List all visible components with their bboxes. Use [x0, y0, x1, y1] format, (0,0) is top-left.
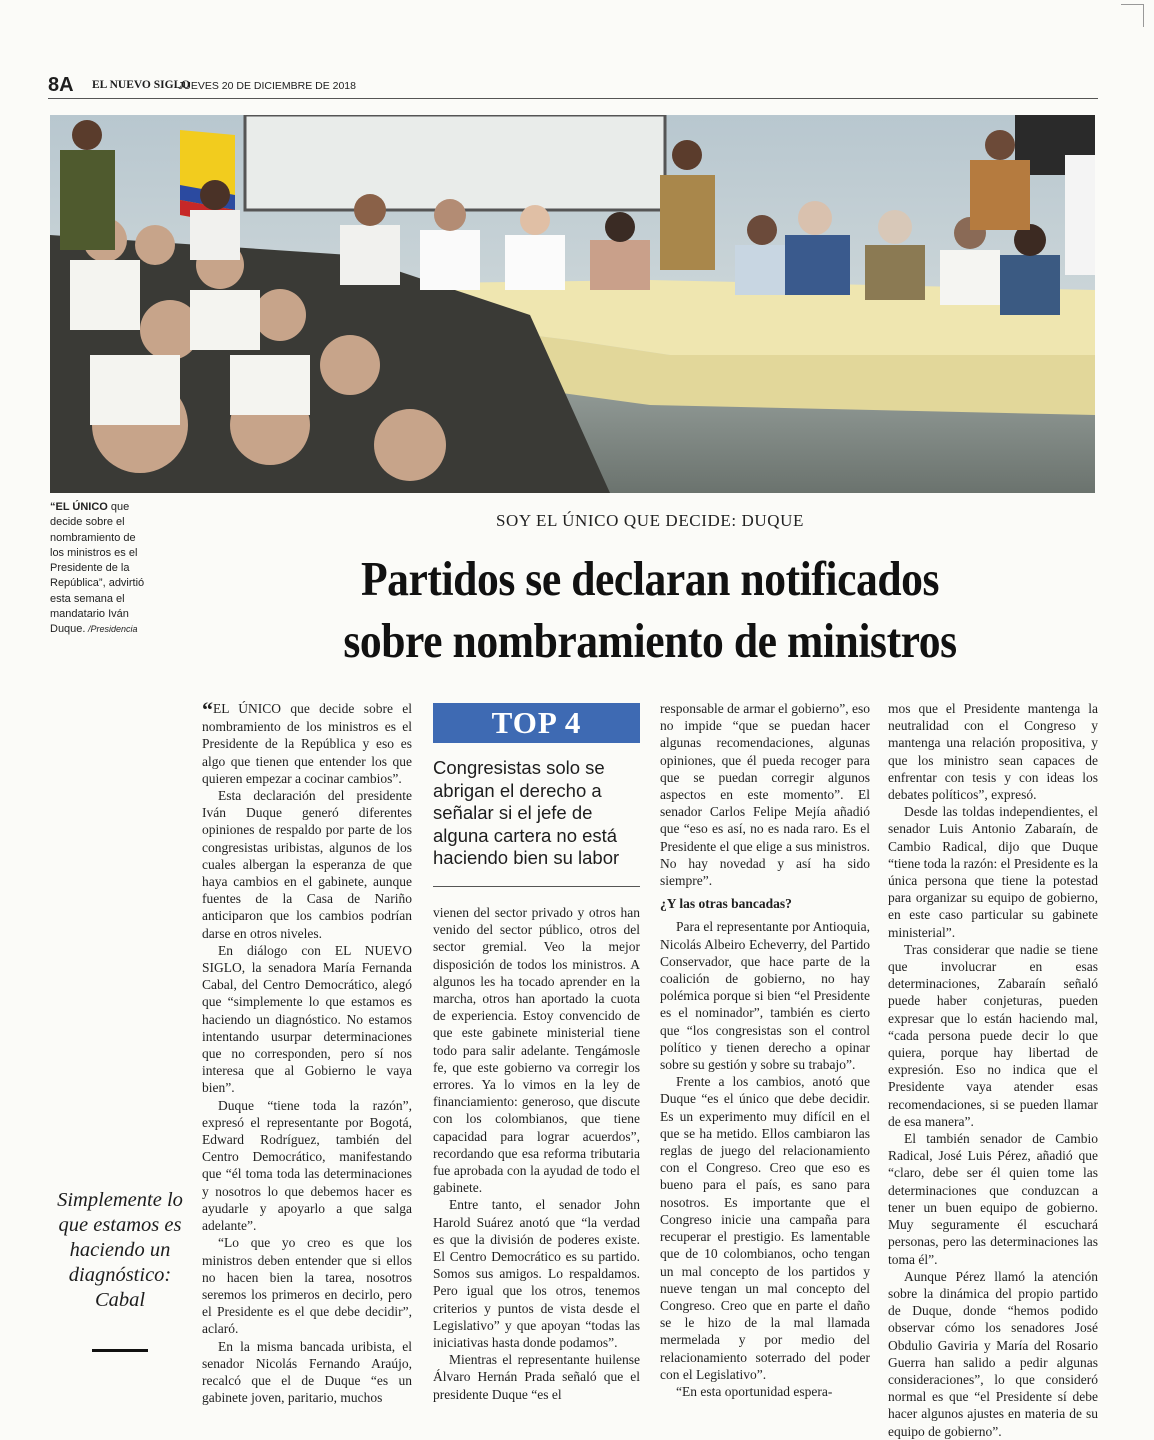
caption-text: que decide sobre el nombramiento de los ministros es el Presidente de la República”, advirtió esta semana el mandatario Iván Duque.	[50, 501, 145, 636]
top4-badge-label: TOP 4	[491, 705, 582, 740]
body-paragraph: En diálogo con EL NUEVO SIGLO, la senadora María Fernanda Cabal, del Centro Democrático, alegó que “simplemente lo que estamos es haciendo un diagnóstico. No estamos intentando usurpar determinaciones que no corresponden, pero sí nos interesa que al Gobierno le vaya bien”.	[202, 942, 412, 1096]
crop-mark	[1121, 4, 1144, 27]
body-paragraph: “En esta oportunidad espera-	[676, 1383, 833, 1399]
section-subhead: ¿Y las otras bancadas?	[660, 896, 792, 912]
article-kicker: SOY EL ÚNICO QUE DECIDE: DUQUE	[495, 511, 805, 530]
body-paragraph: Duque “tiene toda la razón”, expresó el representante por Bogotá, Edward Rodríguez, también del Centro Democrático, manifestando que “él toma toda las determinaciones y nosotros lo que debemos hacer es ayudarle y apoyarlo a que salga adelante”.	[202, 1097, 412, 1234]
meeting-photo-illustration	[50, 115, 1095, 493]
headline-line-2: sobre nombramiento de ministros	[343, 613, 957, 668]
body-paragraph: Frente a los cambios, anotó que Duque “es el único que debe decidir. Es un experimento muy difícil en el que se ha metido. Ellos cambiaron las reglas de juego del relacionamiento con el Congreso. Creo que eso es bueno para el país, es sano para nosotros. Es importante que el Congreso inicie una campaña para recuperar el prestigio. Es lamentable que de 10 colombianos, ocho tengan un mal concepto de los partidos y nueve tengan un mal concepto del Congreso. Creo que en parte el daño se le hizo de la mal llamada mermelada y por medio del relacionamiento soterrado del poder con el Legislativo”.	[660, 1074, 870, 1382]
body-column-1	[202, 697, 412, 1406]
body-column-4	[888, 700, 1098, 1440]
body-paragraph: Esta declaración del presidente Iván Duque generó diferentes opiniones de respaldo por parte de los congresistas uribistas, algunos de los cuales albergan la esperanza de que haya cambios en el gabinete, aunque fuentes de la Casa de Nariño anticiparon que los cambios podrían darse en otros niveles.	[202, 788, 412, 941]
top4-divider	[433, 886, 640, 887]
body-paragraph: Mientras el representante huilense Álvaro Hernán Prada señaló que el presidente Duque “es el	[433, 1352, 640, 1402]
body-paragraph: responsable de armar el gobierno”, eso no impide “que se puedan hacer algunas recomendaciones, algunas opiniones, que él pueda recoger para que se puedan corregir algunos aspectos en este momento”. El senador Carlos Felipe Mejía añadió que “eso es así, no es nada raro. Es el Presidente el que elige a sus ministros. No hay novedad y así ha sido siempre”.	[660, 701, 870, 889]
body-column-3	[660, 700, 870, 1400]
page-header	[48, 74, 1098, 99]
photo-credit: /Presidencia	[85, 624, 138, 635]
article-photo	[50, 115, 1095, 493]
top4-badge	[433, 703, 640, 743]
body-paragraph: El también senador de Cambio Radical, José Luis Pérez, añadió que “claro, debe ser él quien tome las determinaciones que conduzcan a tener un buen equipo de gobierno. Muy seguramente él escuchará personas, pero las determinaciones las toma él”.	[888, 1131, 1098, 1267]
top4-summary: Congresistas solo se abrigan el derecho a señalar si el jefe de alguna cartera no está haciendo bien su labor	[433, 757, 620, 868]
masthead: EL NUEVO SIGLO	[92, 79, 191, 91]
photo-caption	[50, 500, 148, 638]
body-paragraph: mos que el Presidente mantenga la neutralidad con el Congreso y mantenga una relación propositiva, y que los ministro sean capaces de enfrentar con tesis y con ideas los debates políticos”, expresó.	[888, 701, 1098, 803]
body-paragraph: “Lo que yo creo es que los ministros deben entender que si ellos no hacen bien la tarea, nosotros seremos los primeros en decirlo, pero el Presidente es el que debe decidir”, aclaró.	[202, 1235, 412, 1337]
body-column-2	[433, 904, 640, 1403]
body-paragraph: Tras considerar que nadie se tiene que involucrar en esas determinaciones, Zabaraín señaló puede haber conjeturas, pueden expresar que lo están haciendo mal, “cada persona puede decir lo que quiera, porque hay libertad de expresión. Eso no indica que el Presidente vaya atender esas recomendaciones, si se pueden llamar de esa manera”.	[888, 941, 1098, 1129]
caption-lead: “EL ÚNICO	[50, 501, 108, 513]
body-paragraph: Entre tanto, el senador John Harold Suárez anotó que “la verdad es que la división de poderes existe. El Centro Democrático es su partido. Somos sus amigos. Lo respaldamos. Pero igual que los otros, tenemos criterios y puntos de vista desde el Legislativo” y que apoyan “todas las iniciativas hasta donde podamos”.	[433, 1197, 640, 1351]
headline-line-1: Partidos se declaran notificados	[360, 551, 940, 606]
pull-quote: Simplemente lo que estamos es haciendo un diagnóstico: Cabal	[57, 1189, 183, 1311]
body-paragraph: Aunque Pérez llamó la atención sobre la dinámica del propio partido de Duque, donde “hemos podido observar cómo los senadores José Obdulio Gaviria y María del Rosario Guerra han salido a pedir algunas consideraciones”, lo que consideró normal es que “el Presidente sí debe hacer algunos ajustes en materia de su equipo de gobierno”.	[888, 1268, 1098, 1439]
page-number: 8A	[48, 74, 74, 96]
body-paragraph: “EL ÚNICO que decide sobre el nombramiento de los ministros es el Presidente de la República y eso es algo que tienen que entender los que quieren empezar a cocinar cambios”.	[202, 697, 412, 786]
article-headline	[232, 548, 1069, 672]
opening-quote-mark: “	[202, 697, 213, 722]
body-paragraph: vienen del sector privado y otros han venido del sector público, otros del sector gremial. Veo la mejor disposición de todos los ministros. A algunos les ha tocado aprender en la marcha, otros han aportado la cuota de experiencia. Estoy convencido de que este gabinete ministerial tiene todo para salir adelante. Tengámosle fe, que este gobierno va corregir los errores. Ya lo vimos en la ley de financiamiento: generoso, que discute con los colombianos, que tiene capacidad para lograr acuerdos”, recordando que esa reforma tributaria fue aprobada con la ayudad de todo el gabinete.	[433, 905, 640, 1196]
body-paragraph: En la misma bancada uribista, el senador Nicolás Fernando Araújo, recalcó que el de Duque “es un gabinete joven, paritario, muchos	[202, 1338, 412, 1406]
pull-quote-rule	[92, 1349, 148, 1352]
issue-date: JUEVES 20 DE DICIEMBRE DE 2018	[178, 80, 356, 92]
body-paragraph: Desde las toldas independientes, el senador Luis Antonio Zabaraín, de Cambio Radical, dijo que Duque “tiene toda la razón: el Presidente es la única persona que tiene la potestad para organizar su equipo de gobierno, en este caso particular su gabinete ministerial”.	[888, 804, 1098, 940]
body-paragraph: Para el representante por Antioquia, Nicolás Albeiro Echeverry, del Partido Conservador, que hace parte de la coalición de gobierno, no hay polémica porque si bien “el Presidente es el nominador”, también es cierto que “los congresistas son el control político y tienen derecho a opinar sobre su gestión y sobre su trabajo”.	[660, 919, 870, 1073]
